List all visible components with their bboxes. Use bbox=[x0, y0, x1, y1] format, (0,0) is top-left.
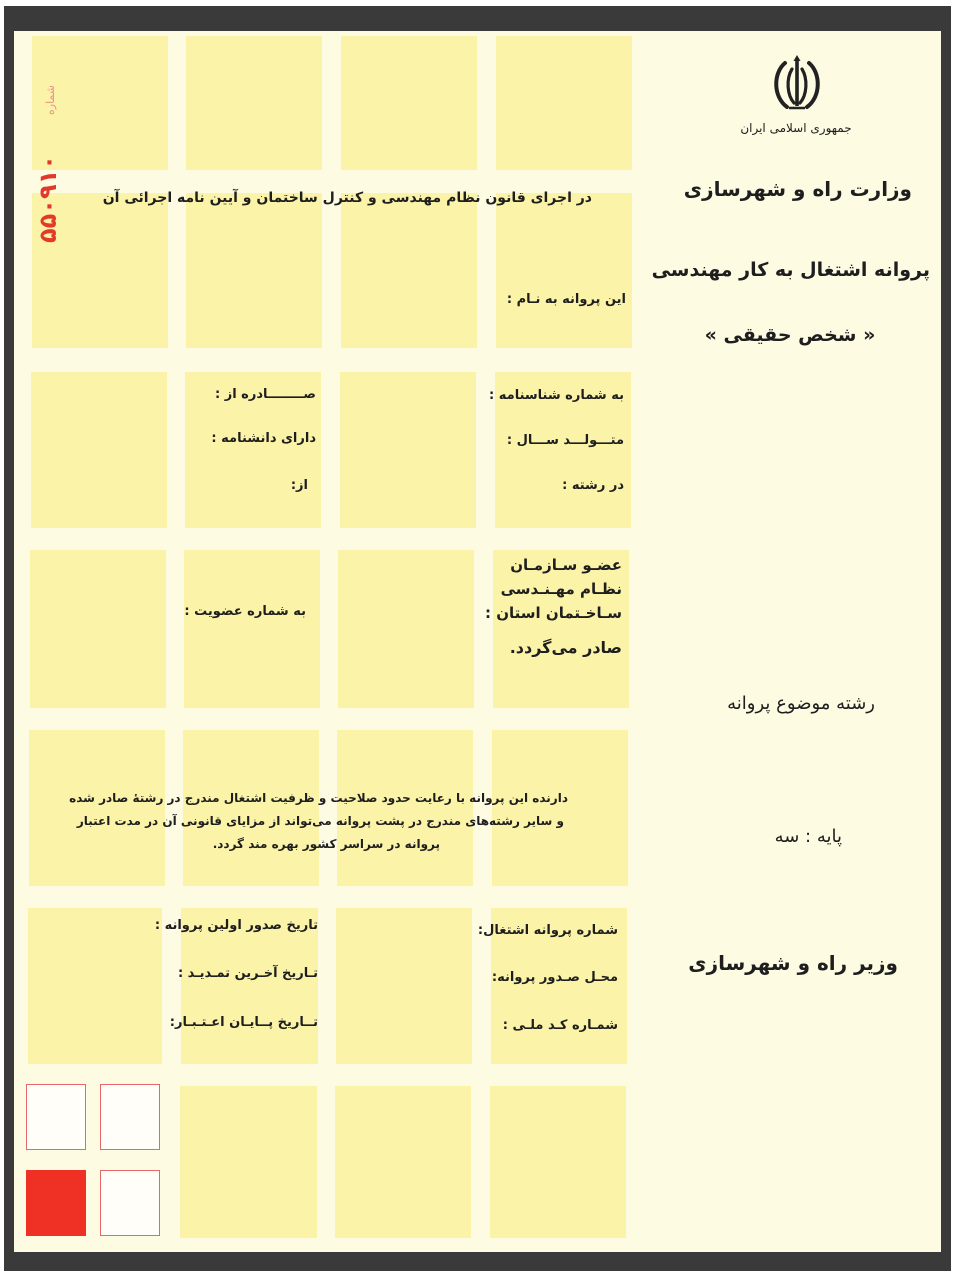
grid-tile bbox=[496, 193, 632, 348]
republic-label: جمهوری اسلامی ایران bbox=[740, 121, 852, 135]
grid-tile bbox=[492, 730, 628, 886]
holder-paragraph-line-3: پروانه در سراسر کشور بهره مند گردد. bbox=[212, 837, 440, 851]
degree-label: دارای دانشنامه : bbox=[211, 431, 316, 446]
grid-tile bbox=[341, 36, 477, 170]
grid-tile bbox=[184, 550, 320, 708]
grid-tile bbox=[336, 908, 472, 1064]
issued-statement: صادر می‌گردد. bbox=[509, 638, 622, 657]
holder-paragraph-line-2: و سایر رشته‌های مندرج در پشت پروانه می‌تواند از مزایای قانونی آن در مدت اعتبار bbox=[76, 814, 564, 828]
expiry-date-label: تــاریخ پــایـان اعـتـبـار: bbox=[169, 1015, 318, 1030]
id-number-label: به شماره شناسنامه : bbox=[489, 388, 624, 403]
grid-tile bbox=[30, 550, 166, 708]
grid-tile bbox=[338, 550, 474, 708]
member-line-1: عضـو سـازمـان bbox=[510, 556, 622, 574]
corner-square bbox=[100, 1084, 160, 1150]
grid-tile bbox=[186, 193, 322, 348]
serial-number-value: ۵۵۰۹۱۰ bbox=[34, 155, 62, 243]
iran-emblem-icon bbox=[769, 55, 825, 113]
grid-tile bbox=[28, 908, 162, 1064]
membership-number-label: به شماره عضویت : bbox=[184, 604, 306, 619]
corner-square-red bbox=[26, 1170, 86, 1236]
grid-tile bbox=[183, 730, 319, 886]
last-renewal-date-label: تـاریخ آخـرین تمـدیـد : bbox=[177, 966, 318, 981]
member-line-2: نظـام مهـنـدسی bbox=[500, 580, 622, 598]
subject-label: رشته موضوع پروانه bbox=[727, 693, 875, 714]
grid-tile bbox=[496, 36, 632, 170]
issued-from-label: صــــــــادره از : bbox=[214, 387, 316, 402]
intro-line: در اجرای قانون نظام مهندسی و کنترل ساختمان و آیین نامه اجرائی آن bbox=[102, 190, 592, 206]
grid-tile bbox=[341, 193, 477, 348]
corner-square bbox=[26, 1084, 86, 1150]
corner-square bbox=[100, 1170, 160, 1236]
grid-tile bbox=[337, 730, 473, 886]
serial-number-label: شماره bbox=[44, 84, 57, 115]
field-of-study-label: در رشته : bbox=[562, 478, 624, 493]
degree-from-label: از: bbox=[290, 478, 308, 493]
grade-label: پایه : سه bbox=[774, 826, 842, 847]
grid-tile bbox=[29, 730, 165, 886]
serial-number bbox=[34, 60, 74, 250]
grid-tile bbox=[335, 1086, 471, 1238]
holder-paragraph-line-1: دارنده این پروانه با رعایت حدود صلاحیت و ظرفیت اشتغال مندرج در رشتهٔ صادر شده bbox=[69, 791, 568, 805]
grid-tile bbox=[31, 372, 167, 528]
first-issue-date-label: تاریخ صدور اولین پروانه : bbox=[154, 918, 318, 933]
grid-tile bbox=[180, 1086, 317, 1238]
grid-tile bbox=[186, 36, 322, 170]
person-type: « شخص حقیقی » bbox=[704, 324, 876, 346]
grid-tile bbox=[340, 372, 476, 528]
license-title: پروانه اشتغال به کار مهندسی bbox=[651, 259, 930, 281]
national-code-label: شمـاره کـد ملـی : bbox=[502, 1018, 618, 1033]
license-number-label: شماره پروانه اشتغال: bbox=[477, 923, 618, 938]
ministry-title: وزارت راه و شهرسازی bbox=[683, 177, 912, 201]
signature-title: وزیر راه و شهرسازی bbox=[688, 951, 898, 975]
member-line-3: سـاخـتمان استان : bbox=[485, 604, 622, 622]
birth-year-label: متـــولـــد ســـال : bbox=[506, 433, 624, 448]
issue-place-label: محـل صـدور پروانه: bbox=[491, 970, 618, 985]
name-field-label: این پروانه به نـام : bbox=[506, 292, 626, 307]
grid-tile bbox=[490, 1086, 626, 1238]
